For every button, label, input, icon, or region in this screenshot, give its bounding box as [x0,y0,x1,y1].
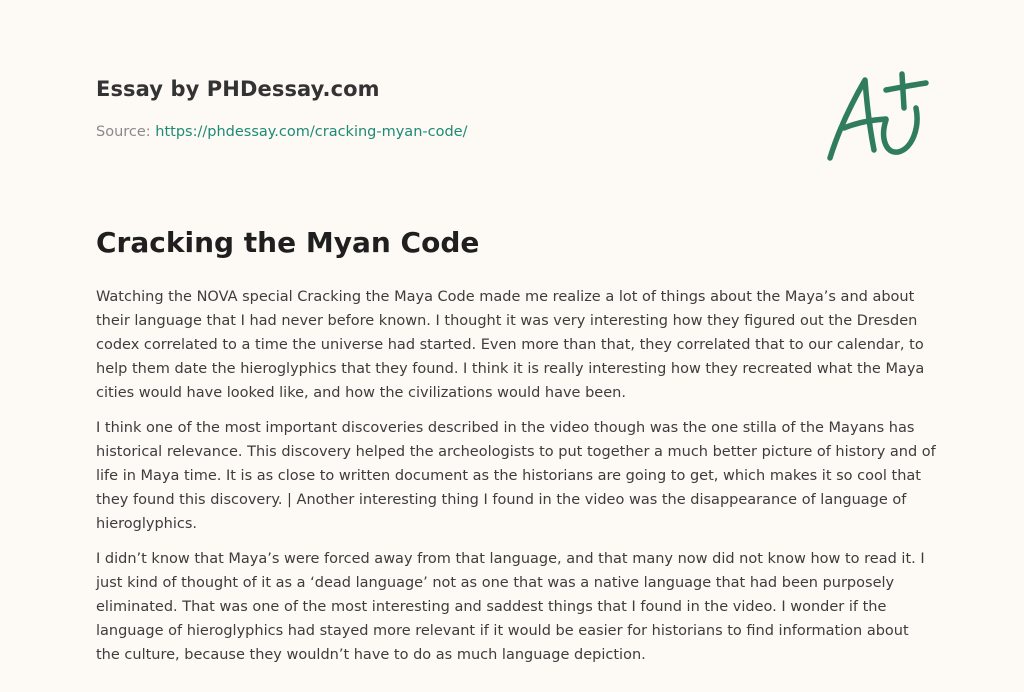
essay-body [96,285,936,678]
source-line [96,124,467,140]
essay-title: Cracking the Myan Code [96,226,480,259]
essay-paragraph: Watching the NOVA special Cracking the Maya Code made me realize a lot of things about the Maya’s and about their language that I had never before known. I thought it was very interesting how they figured out the Dresden codex correlated to a time the universe had started. Even more than that, they correlated that to our calendar, to help them date the hieroglyphics that they found. I think it is really interesting how they recreated what the Maya cities would have looked like, and how the civilizations would have been. [96,289,925,401]
essay-paragraph: I think one of the most important discoveries described in the video though was the one stilla of the Mayans has historical relevance. This discovery helped the archeologists to put together a much better picture of history and of life in Maya time. It is as close to written document as the historians are going to get, which makes it so cool that they found this discovery. | Another interesting thing I found in the video was the disappearance of language of hieroglyphics. [96,420,936,532]
a-plus-grade-icon [820,66,930,166]
source-link[interactable]: https://phdessay.com/cracking-myan-code/ [155,124,468,140]
site-title: Essay by PHDessay.com [96,77,380,101]
source-label: Source: [96,124,151,140]
essay-paragraph: I didn’t know that Maya’s were forced away from that language, and that many now did not know how to read it. I just kind of thought of it as a ‘dead language’ not as one that was a native language that had been purposely eliminated. That was one of the most interesting and saddest things that I found in the video. I wonder if the language of hieroglyphics had stayed more relevant if it would be easier for historians to find information about the culture, because they wouldn’t have to do as much language depiction. [96,551,925,663]
